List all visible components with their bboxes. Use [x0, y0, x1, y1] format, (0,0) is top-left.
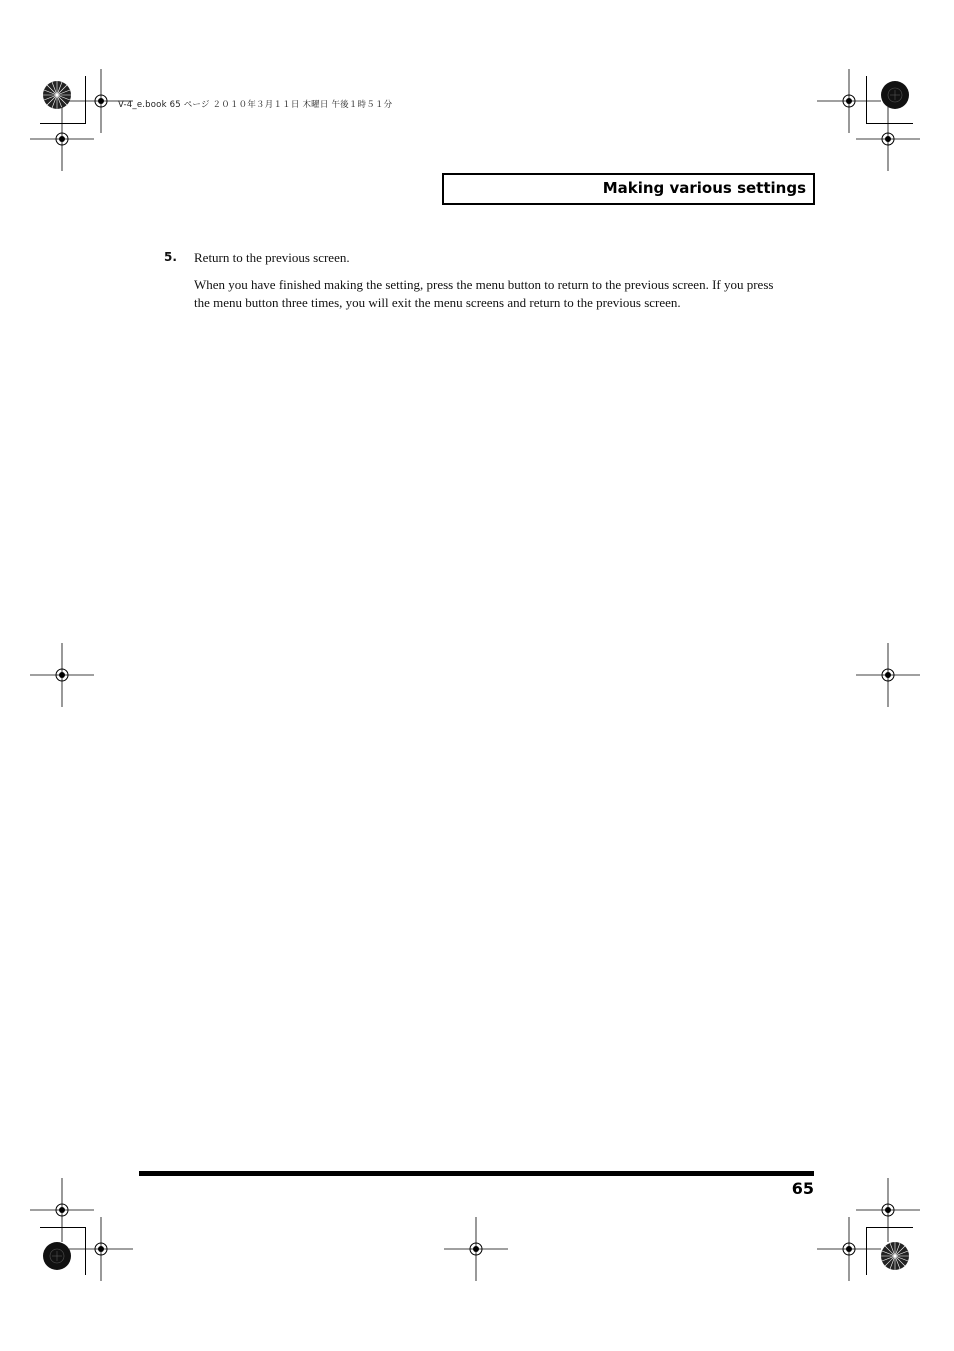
section-title: Making various settings	[602, 179, 806, 197]
registration-crosshair-icon	[856, 643, 920, 707]
step-number: 5.	[164, 250, 177, 264]
registration-crosshair-icon	[817, 1217, 881, 1281]
section-header	[442, 173, 815, 205]
registration-starburst-filled-icon	[42, 1241, 72, 1271]
print-slug: V-4_e.book 65 ページ ２０１０年３月１１日 木曜日 午後１時５１分	[118, 100, 393, 110]
registration-starburst-icon	[880, 1241, 910, 1271]
registration-starburst-icon	[42, 80, 72, 110]
registration-crosshair-icon	[444, 1217, 508, 1281]
registration-crosshair-icon	[30, 643, 94, 707]
registration-crosshair-icon	[30, 107, 94, 171]
step-body: When you have finished making the setting, press the menu button to return to the previous screen. If you press the menu button three times, you will exit the menu screens and return to the previous screen.	[194, 277, 774, 310]
registration-starburst-filled-icon	[880, 80, 910, 110]
registration-crosshair-icon	[856, 107, 920, 171]
registration-crosshair-icon	[69, 1217, 133, 1281]
page-number: 65	[791, 1179, 814, 1198]
footer-rule	[139, 1171, 814, 1176]
step-heading: Return to the previous screen.	[194, 250, 350, 265]
